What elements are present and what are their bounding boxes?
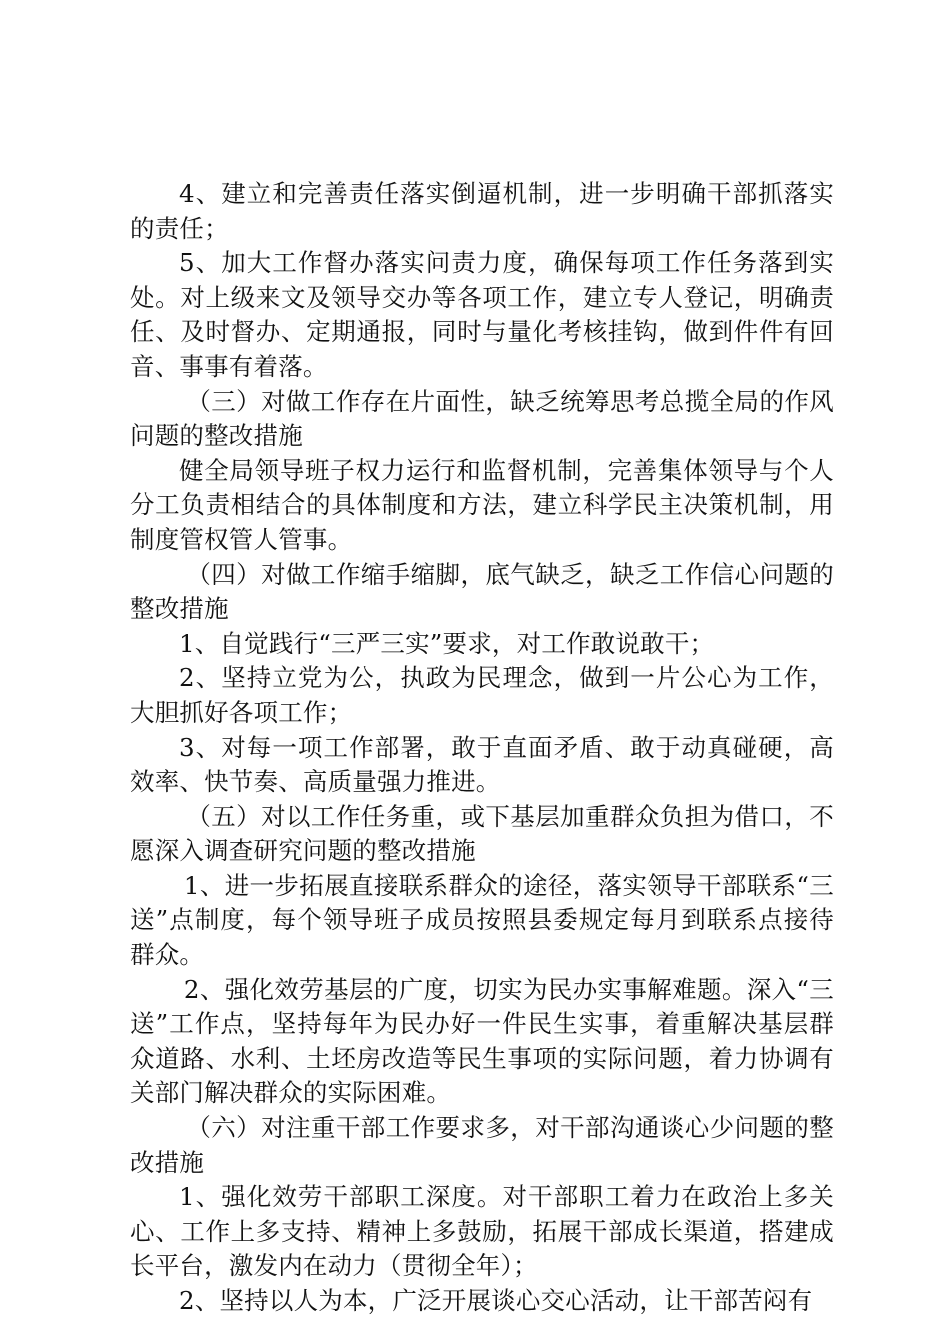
paragraph-item-1: 1、自觉践行“三严三实”要求，对工作敢说敢干；	[179, 628, 715, 658]
section-heading-5: （五）对以工作任务重，或下基层加重群众负担为借口，不愿深入调查研究问题的整改措施	[130, 801, 834, 866]
paragraph-item-1: 1、进一步拓展直接联系群众的途径，落实领导干部联系“三送”点制度，每个领导班子成员按照县委规定每月到联系点接待群众。	[130, 870, 834, 970]
paragraph-item-2: 2、坚持立党为公，执政为民理念，做到一片公心为工作，大胆抓好各项工作；	[130, 663, 834, 727]
paragraph-item-1: 1、强化效劳干部职工深度。对干部职工着力在政治上多关心、工作上多支持、精神上多鼓励，拓展干部成长渠道，搭建成长平台，激发内在动力（贯彻全年）；	[130, 1182, 834, 1281]
paragraph-item-2: 2、强化效劳基层的广度，切实为民办实事解难题。深入“三送”工作点，坚持每年为民办好一件民生实事，着重解决基层群众道路、水利、土坯房改造等民生事项的实际问题，着力协调有关部门解决群众的实际困难。	[130, 974, 834, 1108]
section-heading-3: （三）对做工作存在片面性，缺乏统筹思考总揽全局的作风问题的整改措施	[130, 386, 834, 451]
section-heading-4: （四）对做工作缩手缩脚，底气缺乏，缺乏工作信心问题的整改措施	[130, 559, 834, 624]
document-body	[130, 177, 834, 1319]
paragraph-item-4: 4、建立和完善责任落实倒逼机制，进一步明确干部抓落实的责任；	[130, 179, 834, 243]
paragraph-item-2: 2、坚持以人为本，广泛开展谈心交心活动，让干部苦闷有	[179, 1286, 813, 1315]
section-heading-6: （六）对注重干部工作要求多，对干部沟通谈心少问题的整改措施	[130, 1113, 834, 1177]
paragraph-body: 健全局领导班子权力运行和监督机制，完善集体领导与个人分工负责相结合的具体制度和方法，建立科学民主决策机制，用制度管权管人管事。	[130, 455, 834, 554]
paragraph-item-3: 3、对每一项工作部署，敢于直面矛盾、敢于动真碰硬，高效率、快节奏、高质量强力推进。	[130, 732, 834, 797]
paragraph-item-5: 5、加大工作督办落实问责力度，确保每项工作任务落到实处。对上级来文及领导交办等各项工作，建立专人登记，明确责任、及时督办、定期通报，同时与量化考核挂钩，做到件件有回音、事事有着落。	[130, 248, 834, 381]
